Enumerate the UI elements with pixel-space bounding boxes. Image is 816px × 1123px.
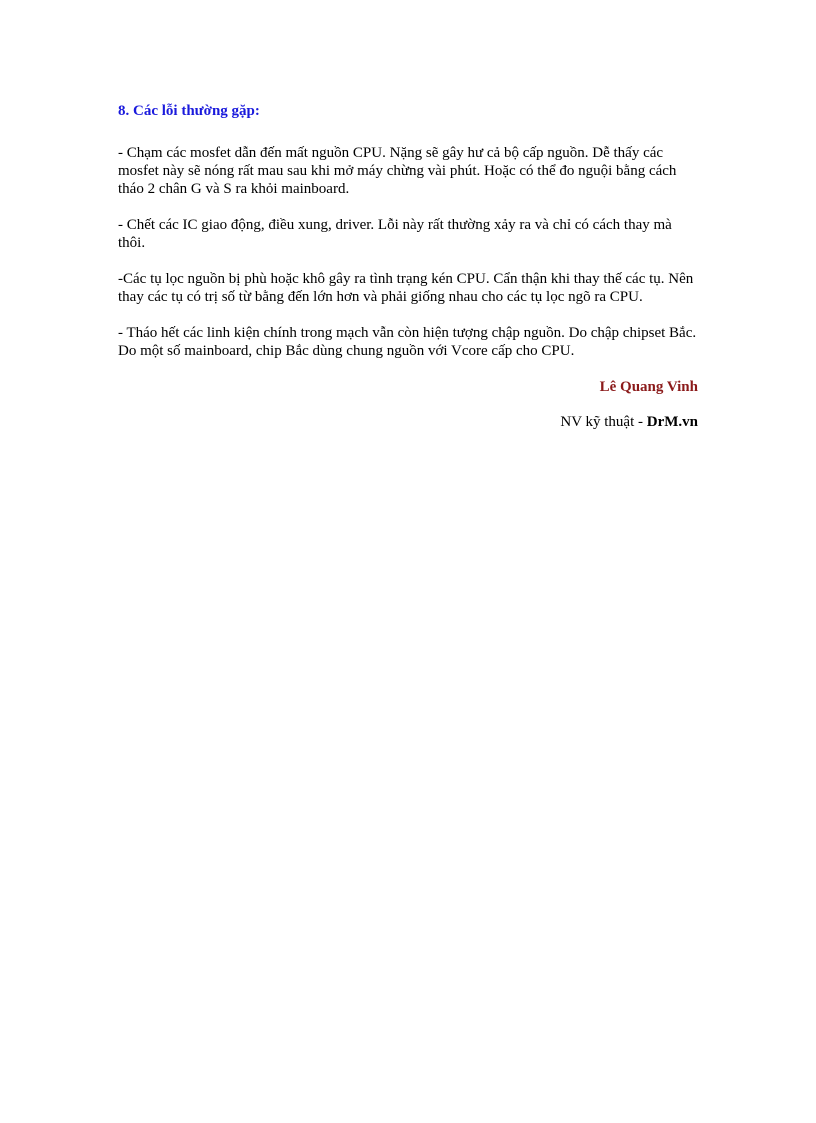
section-heading: 8. Các lỗi thường gặp: <box>118 103 260 119</box>
author-name: Lê Quang Vinh <box>599 379 698 395</box>
paragraph-mosfet-short: - Chạm các mosfet dẫn đến mất nguồn CPU. Nặng sẽ gây hư cả bộ cấp nguồn. Dễ thấy các mosfet này sẽ nóng rất mau sau khi mở máy chừng vài phút. Hoặc có thể đo nguội bằng cách tháo 2 chân G và S ra khỏi mainboard. <box>118 145 677 197</box>
author-role <box>118 411 698 433</box>
role-prefix: NV kỹ thuật - <box>560 414 647 430</box>
document-page <box>118 100 698 433</box>
paragraph-chipset-short: - Tháo hết các linh kiện chính trong mạch vẫn còn hiện tượng chập nguồn. Do chập chipset Bắc. Do một số mainboard, chip Bắc dùng chung nguồn với Vcore cấp cho CPU. <box>118 325 697 359</box>
paragraph-capacitor: -Các tụ lọc nguồn bị phù hoặc khô gây ra tình trạng kén CPU. Cẩn thận khi thay thế các tụ. Nên thay các tụ có trị số từ bằng đến lớn hơn và phải giống nhau cho các tụ lọc ngõ ra CPU. <box>118 271 694 305</box>
brand-name: DrM.vn <box>646 414 698 430</box>
paragraph-ic-failure: - Chết các IC giao động, điều xung, driver. Lỗi này rất thường xảy ra và chỉ có cách thay mà thôi. <box>118 217 672 251</box>
